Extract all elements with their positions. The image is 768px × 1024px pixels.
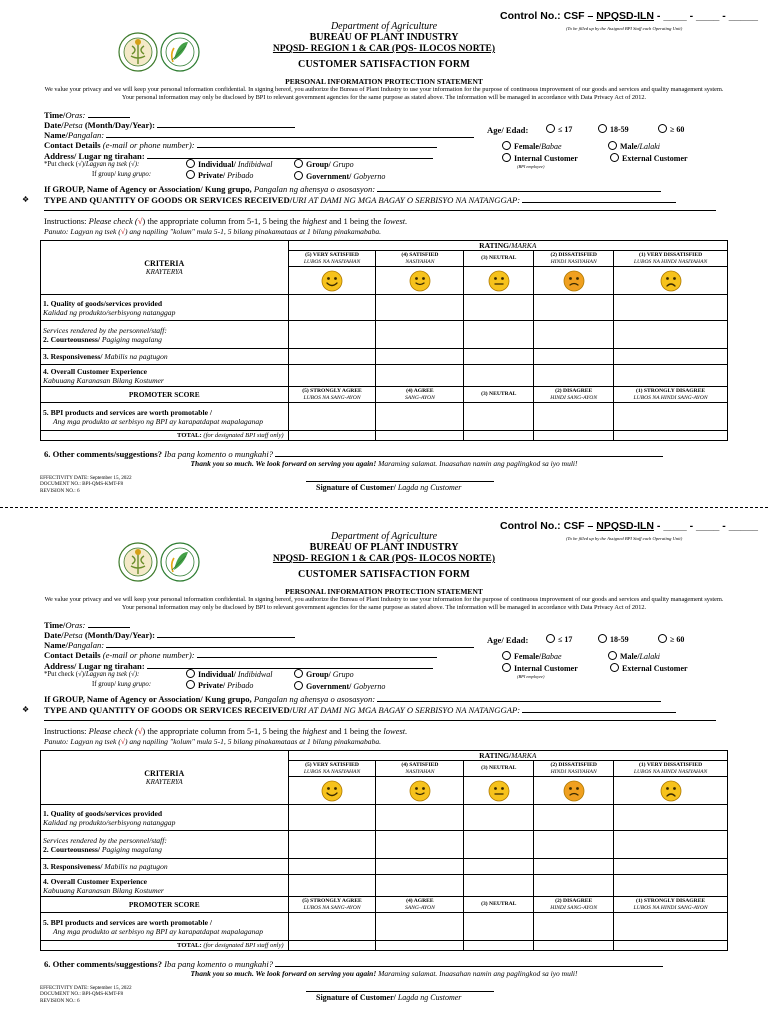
instructions: Instructions: Please check (√) the appropriate column from 5-1, 5 being the highest and 1 being the lowest.: [44, 216, 408, 226]
rating-cell[interactable]: [614, 321, 728, 349]
rating-cell[interactable]: [464, 913, 534, 941]
rating-table: [40, 750, 728, 951]
rating-cell[interactable]: [534, 805, 614, 831]
rating-cell[interactable]: [534, 913, 614, 941]
instructions: Instructions: Please check (√) the appropriate column from 5-1, 5 being the highest and 1 being the lowest.: [44, 726, 408, 736]
privacy-statement: We value your privacy and we will keep your personal information confidential. In signing hereof, you authorize the Bureau of Plant Industry to use your information for the purpose of continuous improvement of our goods and services and quality management system. Your personal information may only be disclosed by BPI to relevant government agencies for the same purpose as stated above. The information will be managed in accordance with Data Privacy Act of 2012.: [44, 86, 724, 101]
rating-col-4: (4) SATISFIED NASIYAHAN: [376, 251, 464, 267]
rating-cell[interactable]: [614, 941, 728, 951]
rating-cell[interactable]: [376, 365, 464, 387]
name-field[interactable]: Name/Pangalan:: [44, 130, 474, 140]
rating-cell[interactable]: [534, 831, 614, 859]
rating-cell[interactable]: [614, 913, 728, 941]
privacy-statement: We value your privacy and we will keep your personal information confidential. In signing hereof, you authorize the Bureau of Plant Industry to use your information for the purpose of continuous improvement of our goods and services and quality management system. Your personal information may only be disclosed by BPI to relevant government agencies for the same purpose as stated above. The information will be managed in accordance with Data Privacy Act of 2012.: [44, 596, 724, 611]
rating-cell[interactable]: [464, 349, 534, 365]
goods-line-2: [44, 720, 716, 721]
signature-label: Signature of Customer/ Lagda ng Customer: [316, 993, 462, 1002]
rating-cell[interactable]: [464, 365, 534, 387]
put-check-label: *Put check (√)/Lagyan ng tsek (√):: [44, 671, 140, 678]
bureau-name: BUREAU OF PLANT INDUSTRY: [309, 32, 459, 43]
rating-cell[interactable]: [534, 941, 614, 951]
age-17-option[interactable]: ≤ 17: [546, 124, 572, 134]
criteria-header: CRITERIA KRAYTERYA: [41, 751, 289, 805]
rating-col-2: (2) DISSATISFIED HINDI NASIYAHAN: [534, 251, 614, 267]
rating-cell[interactable]: [534, 875, 614, 897]
dissatisfied-face-icon: [562, 779, 586, 803]
rating-col-3: (3) NEUTRAL: [464, 251, 534, 267]
privacy-title: PERSONAL INFORMATION PROTECTION STATEMENT: [285, 77, 483, 86]
rating-cell[interactable]: [614, 875, 728, 897]
agreement-col-4: (4) AGREE SANG-AYON: [376, 387, 464, 403]
signature-line[interactable]: [306, 991, 494, 992]
rating-cell[interactable]: [288, 913, 376, 941]
goods-field[interactable]: TYPE AND QUANTITY OF GOODS OR SERVICES RECEIVED/URI AT DAMI NG MGA BAGAY O SERBISYO NA NATANGGAP:: [44, 195, 676, 205]
q3-row: 3. Responsiveness/ Mabilis na pagtugon: [41, 349, 728, 365]
female-option[interactable]: Female/Babae: [502, 141, 562, 151]
time-field[interactable]: Time/Oras:: [44, 110, 130, 120]
rating-cell[interactable]: [464, 295, 534, 321]
rating-cell[interactable]: [464, 431, 534, 441]
private-option[interactable]: Private/ Pribado: [186, 680, 253, 690]
agreement-col-3: (3) NEUTRAL: [464, 387, 534, 403]
rating-cell[interactable]: [534, 295, 614, 321]
rating-cell[interactable]: [376, 403, 464, 431]
q5-row: 5. BPI products and services are worth promotable / Ang mga produkto at serbisyo ng BPI ay karapatdapat mapalaganap: [41, 913, 728, 941]
rating-cell[interactable]: [464, 875, 534, 897]
agreement-col-2: (2) DISAGREE HINDI SANG-AYON: [534, 387, 614, 403]
rating-cell[interactable]: [534, 321, 614, 349]
rating-cell[interactable]: [376, 349, 464, 365]
rating-cell[interactable]: [376, 431, 464, 441]
cut-line: [0, 507, 768, 508]
bureau-name: BUREAU OF PLANT INDUSTRY: [309, 542, 459, 553]
rating-cell[interactable]: [534, 349, 614, 365]
q3-row: 3. Responsiveness/ Mabilis na pagtugon: [41, 859, 728, 875]
agreement-col-1: (1) STRONGLY DISAGREE LUBOS NA HINDI SANG-AYON: [614, 387, 728, 403]
rating-header: RATING/MARKA: [288, 751, 727, 761]
male-option[interactable]: Male/Lalaki: [608, 141, 660, 151]
male-option[interactable]: Male/Lalaki: [608, 651, 660, 661]
rating-cell[interactable]: [376, 941, 464, 951]
q1-row: 1. Quality of goods/services provided Kalidad ng produkto/serbisyong natanggap: [41, 805, 728, 831]
q2-row: Services rendered by the personnel/staff: 2. Courteousness/ Pagiging magalang: [41, 831, 728, 859]
q4-row: 4. Overall Customer Experience Kabuuang Karanasan Bilang Kostumer: [41, 875, 728, 897]
rating-cell[interactable]: [376, 875, 464, 897]
rating-cell[interactable]: [534, 431, 614, 441]
private-option[interactable]: Private/ Pribado: [186, 170, 253, 180]
q1-row: 1. Quality of goods/services provided Kalidad ng produkto/serbisyong natanggap: [41, 295, 728, 321]
rating-cell[interactable]: [464, 941, 534, 951]
neutral-face-icon: [487, 779, 511, 803]
rating-cell[interactable]: [464, 859, 534, 875]
control-note: (To be filled up by the Assigned BPI Staff each Operating Unit): [566, 536, 683, 541]
signature-label: Signature of Customer/ Lagda ng Customer: [316, 483, 462, 492]
rating-cell[interactable]: [288, 321, 376, 349]
rating-cell[interactable]: PROMOTER SCORE: [41, 897, 289, 913]
rating-cell[interactable]: [288, 295, 376, 321]
address-field[interactable]: Address/ Lugar ng tirahan:: [44, 661, 433, 671]
rating-cell[interactable]: [288, 365, 376, 387]
age-60-option[interactable]: ≥ 60: [658, 634, 684, 644]
agency-field[interactable]: If GROUP, Name of Agency or Association/ Kung grupo, Pangalan ng ahensya o asosasyon:: [44, 184, 661, 194]
panuto: Panuto: Lagyan ng tsek (√) ang napiling "kolum" mula 5-1, 5 bilang pinakamataas at 1 bilang pinakamababa.: [44, 227, 382, 236]
form-title: CUSTOMER SATISFACTION FORM: [298, 59, 470, 70]
rating-cell[interactable]: [288, 403, 376, 431]
rating-cell[interactable]: [614, 295, 728, 321]
internal-customer-option[interactable]: Internal Customer: [502, 153, 578, 163]
if-group-label: If group/ kung grupo:: [92, 171, 152, 178]
rating-cell[interactable]: [534, 365, 614, 387]
document-footer: EFFECTIVITY DATE: September 15, 2022 DOCUMENT NO.: BPI-QMS-KMT-F8 REVISION NO.: 6: [40, 985, 132, 1004]
rating-cell[interactable]: [614, 365, 728, 387]
agency-field[interactable]: If GROUP, Name of Agency or Association/ Kung grupo, Pangalan ng ahensya o asosasyon:: [44, 694, 661, 704]
document-footer: EFFECTIVITY DATE: September 15, 2022 DOCUMENT NO.: BPI-QMS-KMT-F8 REVISION NO.: 6: [40, 475, 132, 494]
internal-note: (BPI employee): [517, 164, 545, 169]
rating-cell[interactable]: [376, 321, 464, 349]
goods-field[interactable]: TYPE AND QUANTITY OF GOODS OR SERVICES RECEIVED/URI AT DAMI NG MGA BAGAY O SERBISYO NA NATANGGAP:: [44, 705, 676, 715]
rating-col-1: (1) VERY DISSATISFIED LUBOS NA HINDI NASIYAHAN: [614, 251, 728, 267]
rating-table: [40, 240, 728, 441]
form-copy-2: [0, 514, 768, 1014]
total-label: TOTAL: (for designated BPI staff only): [41, 431, 289, 441]
rating-cell[interactable]: [288, 805, 376, 831]
satisfied-face-icon: [408, 779, 432, 803]
rating-cell[interactable]: [464, 321, 534, 349]
group-option[interactable]: Group/ Grupo: [294, 159, 354, 169]
rating-header: RATING/MARKA: [288, 241, 727, 251]
comments-field[interactable]: 6. Other comments/suggestions? Iba pang komento o mungkahi?: [44, 959, 663, 969]
comments-field[interactable]: 6. Other comments/suggestions? Iba pang komento o mungkahi?: [44, 449, 663, 459]
department-name: Department of Agriculture: [330, 21, 438, 32]
rating-cell[interactable]: [614, 859, 728, 875]
contact-field[interactable]: Contact Details (e-mail or phone number):: [44, 140, 437, 150]
rating-cell[interactable]: [288, 349, 376, 365]
satisfied-face-icon: [408, 269, 432, 293]
rating-col-3: (3) NEUTRAL: [464, 761, 534, 777]
rating-col-1: (1) VERY DISSATISFIED LUBOS NA HINDI NASIYAHAN: [614, 761, 728, 777]
rating-cell[interactable]: [464, 831, 534, 859]
very-dissatisfied-face-icon: [659, 269, 683, 293]
rating-col-2: (2) DISSATISFIED HINDI NASIYAHAN: [534, 761, 614, 777]
rating-cell[interactable]: PROMOTER SCORE: [41, 387, 289, 403]
total-row: [41, 941, 728, 951]
dissatisfied-face-icon: [562, 269, 586, 293]
rating-cell[interactable]: [614, 831, 728, 859]
q5-row: 5. BPI products and services are worth promotable / Ang mga produkto at serbisyo ng BPI ay karapatdapat mapalaganap: [41, 403, 728, 431]
rating-cell[interactable]: [614, 349, 728, 365]
individual-option[interactable]: Individual/ Indibidwal: [186, 669, 272, 679]
age-label: Age/ Edad:: [487, 635, 529, 645]
control-note: (To be filled up by the Assigned BPI Staff each Operating Unit): [566, 26, 683, 31]
neutral-face-icon: [487, 269, 511, 293]
date-field[interactable]: Date/Petsa (Month/Day/Year):: [44, 630, 295, 640]
control-number: Control No.: CSF – NPQSD-ILN - ____ - ____ - _____: [500, 10, 758, 22]
thank-you-message: Thank you so much. We look forward on serving you again! Maraming salamat. Inaasahan namin ang paglingkod sa iyo muli!: [190, 459, 578, 468]
external-customer-option[interactable]: External Customer: [610, 153, 688, 163]
control-number: Control No.: CSF – NPQSD-ILN - ____ - ____ - _____: [500, 520, 758, 532]
total-label: TOTAL: (for designated BPI staff only): [41, 941, 289, 951]
bullet-icon: ❖: [22, 195, 30, 204]
date-field[interactable]: Date/Petsa (Month/Day/Year):: [44, 120, 295, 130]
bullet-icon: ❖: [22, 705, 30, 714]
rating-col-4: (4) SATISFIED NASIYAHAN: [376, 761, 464, 777]
rating-cell[interactable]: [376, 295, 464, 321]
agreement-col-4: (4) AGREE SANG-AYON: [376, 897, 464, 913]
if-group-label: If group/ kung grupo:: [92, 681, 152, 688]
agreement-col-2: (2) DISAGREE HINDI SANG-AYON: [534, 897, 614, 913]
rating-cell[interactable]: [376, 913, 464, 941]
very-satisfied-face-icon: [320, 269, 344, 293]
female-option[interactable]: Female/Babae: [502, 651, 562, 661]
form-title: CUSTOMER SATISFACTION FORM: [298, 569, 470, 580]
rating-cell[interactable]: [614, 403, 728, 431]
internal-note: (BPI employee): [517, 674, 545, 679]
region-name: NPQSD- REGION 1 & CAR (PQS- ILOCOS NORTE): [272, 44, 496, 54]
rating-cell[interactable]: [288, 941, 376, 951]
put-check-label: *Put check (√)/Lagyan ng tsek (√):: [44, 161, 140, 168]
rating-cell[interactable]: [376, 831, 464, 859]
address-field[interactable]: Address/ Lugar ng tirahan:: [44, 151, 433, 161]
age-60-option[interactable]: ≥ 60: [658, 124, 684, 134]
region-name: NPQSD- REGION 1 & CAR (PQS- ILOCOS NORTE): [272, 554, 496, 564]
rating-cell[interactable]: [376, 859, 464, 875]
age-18-59-option[interactable]: 18-59: [598, 124, 629, 134]
goods-line-2: [44, 210, 716, 211]
very-dissatisfied-face-icon: [659, 779, 683, 803]
total-row: [41, 431, 728, 441]
very-satisfied-face-icon: [320, 779, 344, 803]
rating-col-5: (5) VERY SATISFIED LUBOS NA NASIYAHAN: [288, 761, 376, 777]
agreement-col-5: (5) STRONGLY AGREE LUBOS NA SANG-AYON: [288, 387, 376, 403]
age-17-option[interactable]: ≤ 17: [546, 634, 572, 644]
contact-field[interactable]: Contact Details (e-mail or phone number):: [44, 650, 437, 660]
rating-cell[interactable]: [614, 431, 728, 441]
rating-cell[interactable]: [288, 859, 376, 875]
government-option[interactable]: Government/ Gobyerno: [294, 681, 385, 691]
q2-row: Services rendered by the personnel/staff: 2. Courteousness/ Pagiging magalang: [41, 321, 728, 349]
q4-row: 4. Overall Customer Experience Kabuuang Karanasan Bilang Kostumer: [41, 365, 728, 387]
age-18-59-option[interactable]: 18-59: [598, 634, 629, 644]
criteria-header: CRITERIA KRAYTERYA: [41, 241, 289, 295]
rating-cell[interactable]: [614, 805, 728, 831]
government-option[interactable]: Government/ Gobyerno: [294, 171, 385, 181]
agreement-col-1: (1) STRONGLY DISAGREE LUBOS NA HINDI SANG-AYON: [614, 897, 728, 913]
rating-cell[interactable]: [534, 859, 614, 875]
agreement-header-row: [41, 897, 728, 913]
rating-cell[interactable]: [288, 875, 376, 897]
rating-col-5: (5) VERY SATISFIED LUBOS NA NASIYAHAN: [288, 251, 376, 267]
group-option[interactable]: Group/ Grupo: [294, 669, 354, 679]
rating-cell[interactable]: [288, 431, 376, 441]
rating-cell[interactable]: [288, 831, 376, 859]
agreement-header-row: [41, 387, 728, 403]
rating-cell[interactable]: [464, 403, 534, 431]
rating-cell[interactable]: [534, 403, 614, 431]
rating-cell[interactable]: [376, 805, 464, 831]
internal-customer-option[interactable]: Internal Customer: [502, 663, 578, 673]
time-field[interactable]: Time/Oras:: [44, 620, 130, 630]
privacy-title: PERSONAL INFORMATION PROTECTION STATEMENT: [285, 587, 483, 596]
signature-line[interactable]: [306, 481, 494, 482]
agreement-col-5: (5) STRONGLY AGREE LUBOS NA SANG-AYON: [288, 897, 376, 913]
name-field[interactable]: Name/Pangalan:: [44, 640, 474, 650]
form-copy-1: [0, 4, 768, 504]
agreement-col-3: (3) NEUTRAL: [464, 897, 534, 913]
individual-option[interactable]: Individual/ Indibidwal: [186, 159, 272, 169]
panuto: Panuto: Lagyan ng tsek (√) ang napiling "kolum" mula 5-1, 5 bilang pinakamataas at 1 bilang pinakamababa.: [44, 737, 382, 746]
external-customer-option[interactable]: External Customer: [610, 663, 688, 673]
thank-you-message: Thank you so much. We look forward on serving you again! Maraming salamat. Inaasahan namin ang paglingkod sa iyo muli!: [190, 969, 578, 978]
rating-cell[interactable]: [464, 805, 534, 831]
age-label: Age/ Edad:: [487, 125, 529, 135]
department-name: Department of Agriculture: [330, 531, 438, 542]
